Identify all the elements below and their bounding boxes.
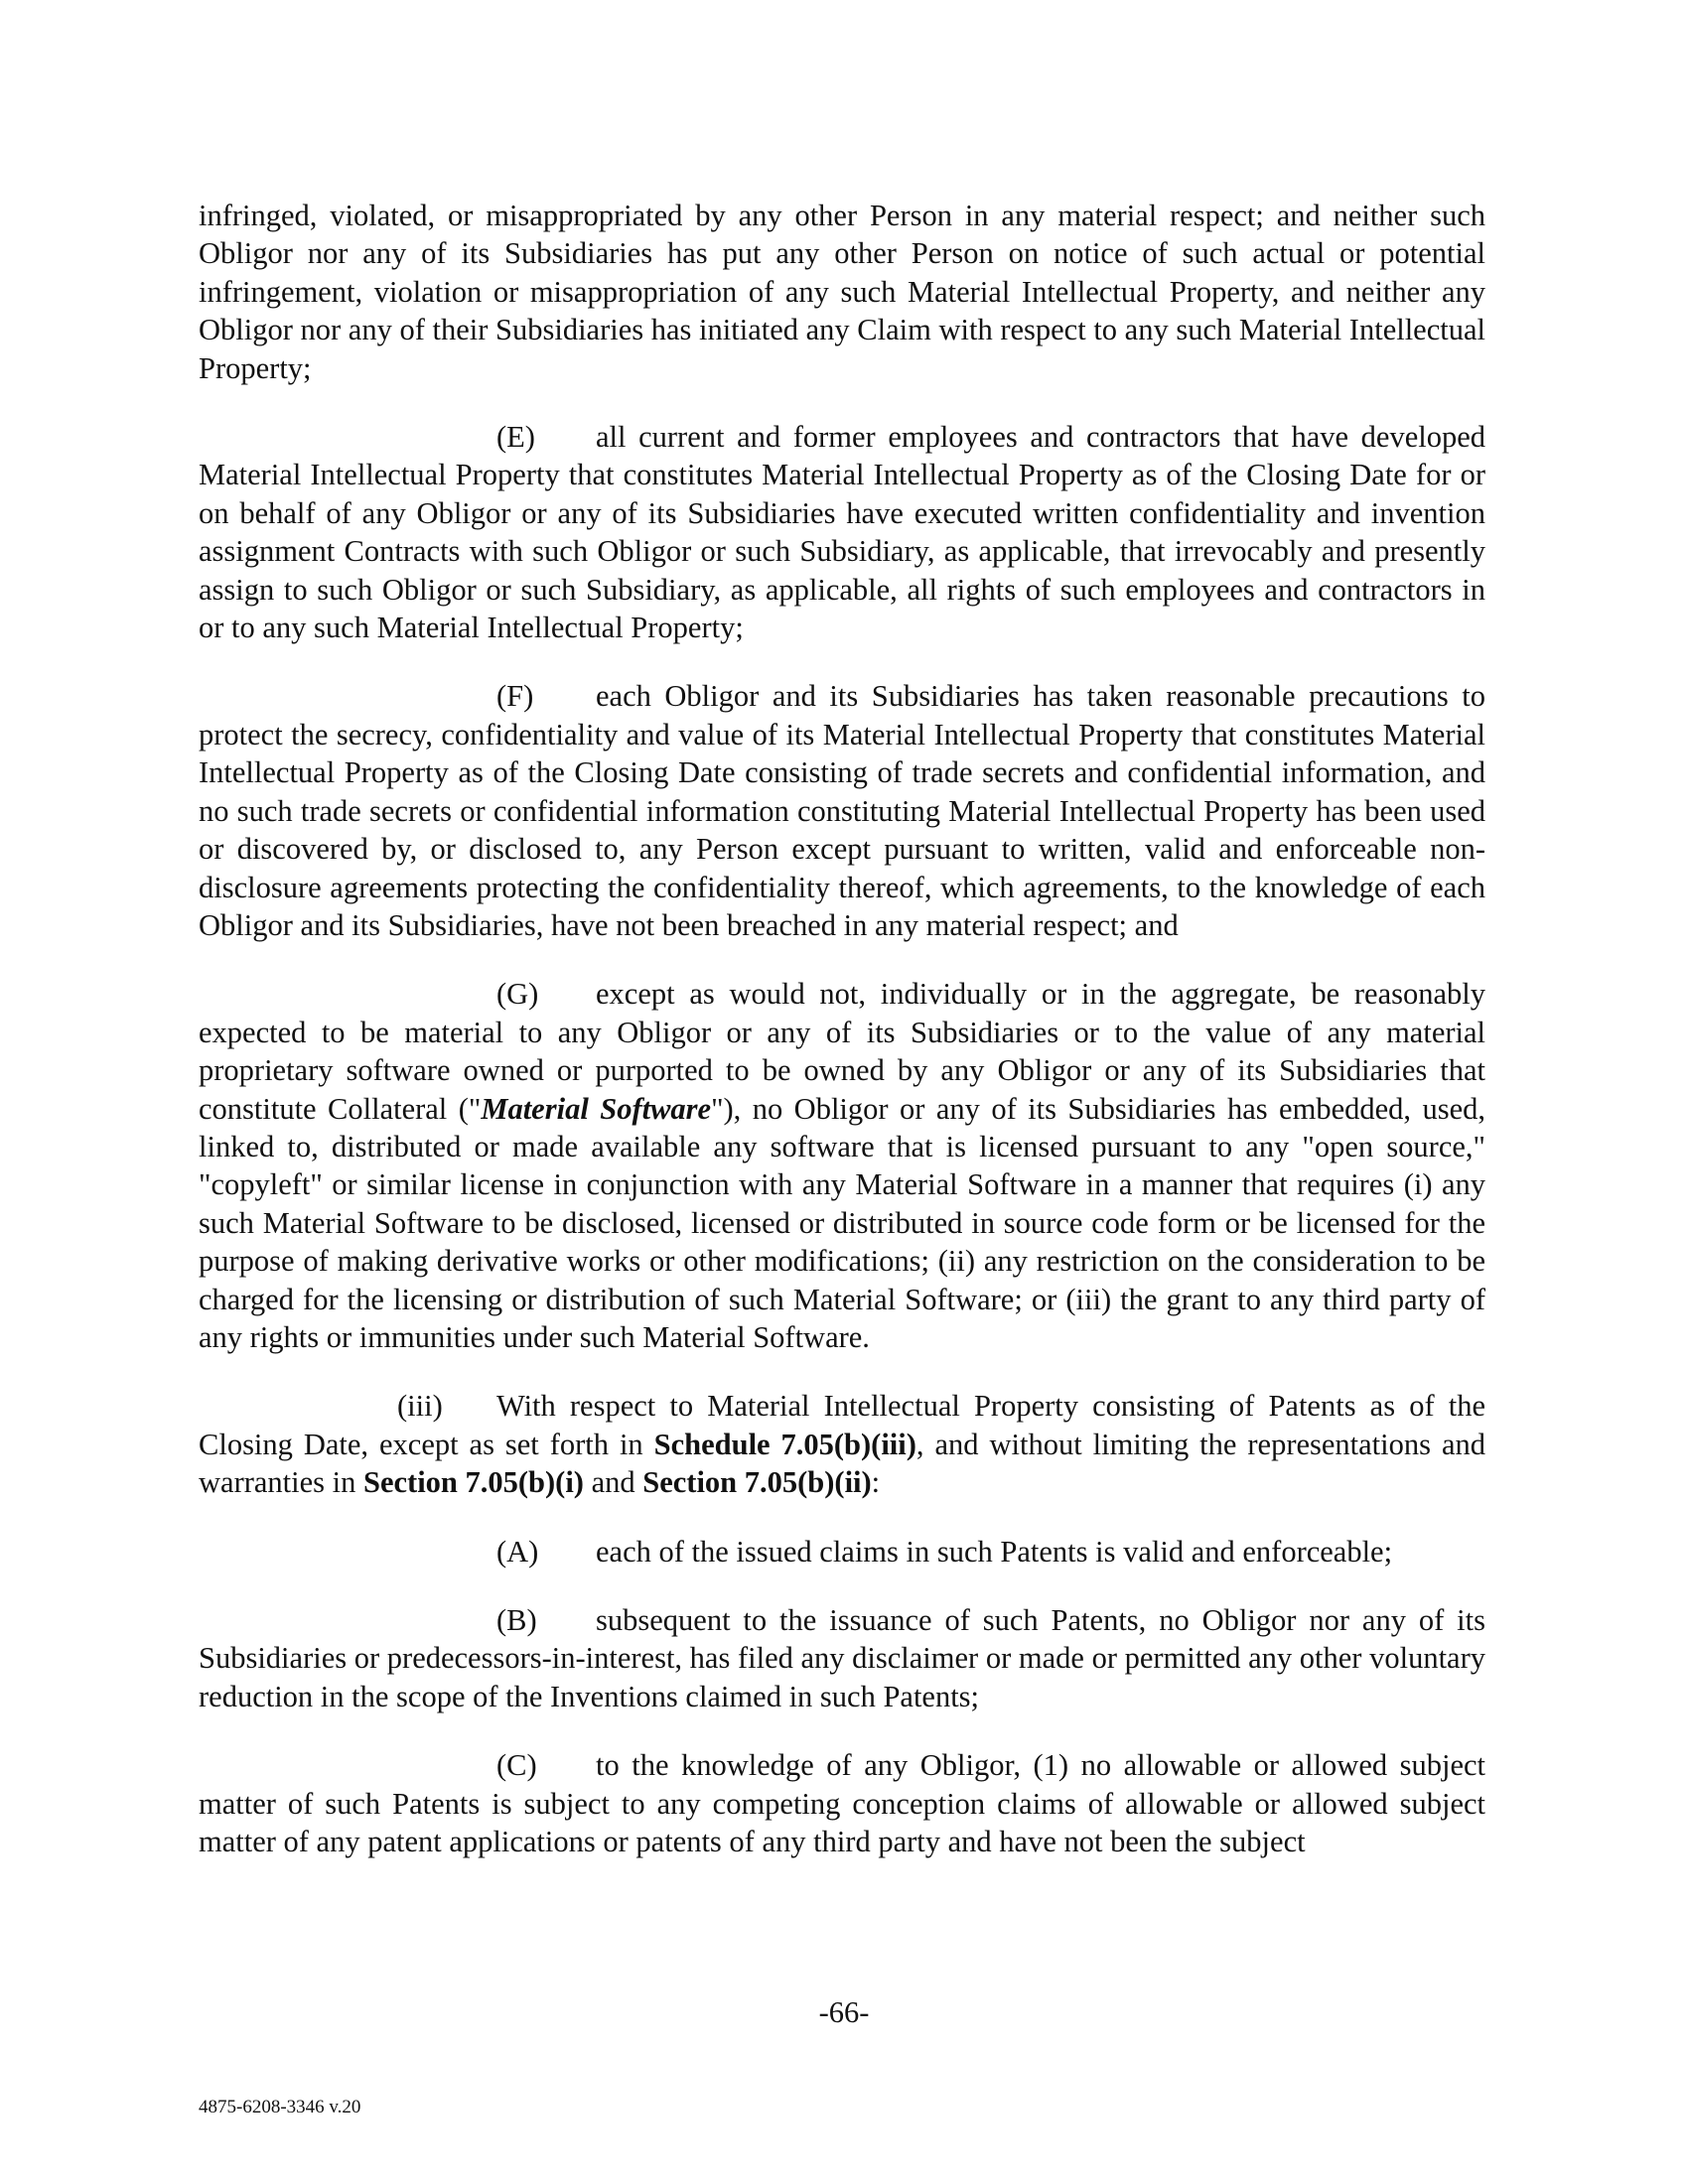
clause-g-label: (G) [496,977,539,1012]
clause-g-text-1: except as would not, individually or in the aggregate, be reasonably expected to be material to any Obligor or any of its Subsidiaries or to the value of any material proprietary software owned or purported to be owned by any Obligor or any of its Subsidiaries that constitute Collateral (" [199,977,1485,1126]
clause-e [199,418,1485,646]
section-reference-ii: Section 7.05(b)(ii) [642,1465,872,1500]
clause-b-label: (B) [496,1603,537,1637]
clause-a-text: each of the issued claims in such Patents is valid and enforceable; [596,1534,1393,1569]
schedule-reference: Schedule 7.05(b)(iii) [653,1427,916,1461]
clause-c-label: (C) [496,1748,537,1783]
clause-a-label: (A) [496,1534,539,1569]
clause-iii-text-4: : [871,1465,881,1500]
page-number: -66- [818,1995,870,2029]
clause-iii-text-1: With respect to Material Intellectual Property consisting of Patents as of the Closing Date, except as set forth in [199,1389,1485,1461]
clause-a [199,1533,1485,1570]
clause-f-label: (F) [496,679,534,714]
clause-g [199,975,1485,1356]
defined-term-material-software: Material Software [481,1091,712,1126]
clause-iii-text-2: , and without limiting the representations and warranties in [199,1427,1485,1500]
clause-c [199,1746,1485,1860]
clause-iii-text-3: and [583,1465,643,1500]
clause-f [199,677,1485,944]
clause-iii [199,1387,1485,1501]
clause-e-label: (E) [496,420,535,455]
paragraph-continuation: infringed, violated, or misappropriated by any other Person in any material respect; and neither such Obligor nor any of its Subsidiaries has put any other Person on notice of such actual or potential infringement, violation or misappropriation of any such Material Intellectual Property, and neither any Obligor nor any of their Subsidiaries has initiated any Claim with respect to any such Material Intellectual Property; [199,199,1485,385]
section-reference-i: Section 7.05(b)(i) [363,1465,584,1500]
clause-e-text: all current and former employees and contractors that have developed Material Intellectual Property that constitutes Material Intellectual Property as of the Closing Date for or on behalf of any Obligor or any of its Subsidiaries have executed written confidentiality and invention assignment Contracts with such Obligor or such Subsidiary, as applicable, that irrevocably and presently assign to such Obligor or such Subsidiary, as applicable, all rights of such employees and contractors in or to any such Material Intellectual Property; [199,420,1485,645]
clause-g-text-2: "), no Obligor or any of its Subsidiaries has embedded, used, linked to, distributed or made available any software that is licensed pursuant to any "open source," "copyleft" or similar license in conjunction with any Material Software in a manner that requires (i) any such Material Software to be disclosed, licensed or distributed in source code form or be licensed for the purpose of making derivative works or other modifications; (ii) any restriction on the consideration to be charged for the licensing or distribution of such Material Software; or (iii) the grant to any third party of any rights or immunities under such Material Software. [199,1091,1485,1354]
clause-c-text: to the knowledge of any Obligor, (1) no allowable or allowed subject matter of such Patents is subject to any competing conception claims of allowable or allowed subject matter of any patent applications or patents of any third party and have not been the subject [199,1748,1485,1859]
clause-f-text: each Obligor and its Subsidiaries has taken reasonable precautions to protect the secrecy, confidentiality and value of its Material Intellectual Property that constitutes Material Intellectual Property as of the Closing Date consisting of trade secrets and confidential information, and no such trade secrets or confidential information constituting Material Intellectual Property has been used or discovered by, or disclosed to, any Person except pursuant to written, valid and enforceable non-disclosure agreements protecting the confidentiality thereof, which agreements, to the knowledge of each Obligor and its Subsidiaries, have not been breached in any material respect; and [199,679,1485,942]
clause-b-text: subsequent to the issuance of such Patents, no Obligor nor any of its Subsidiaries or predecessors-in-interest, has filed any disclaimer or made or permitted any other voluntary reduction in the scope of the Inventions claimed in such Patents; [199,1603,1485,1713]
clause-b [199,1601,1485,1715]
document-id: 4875-6208-3346 v.20 [199,2097,361,2117]
clause-iii-label: (iii) [397,1389,443,1424]
document-body [199,197,1485,1891]
